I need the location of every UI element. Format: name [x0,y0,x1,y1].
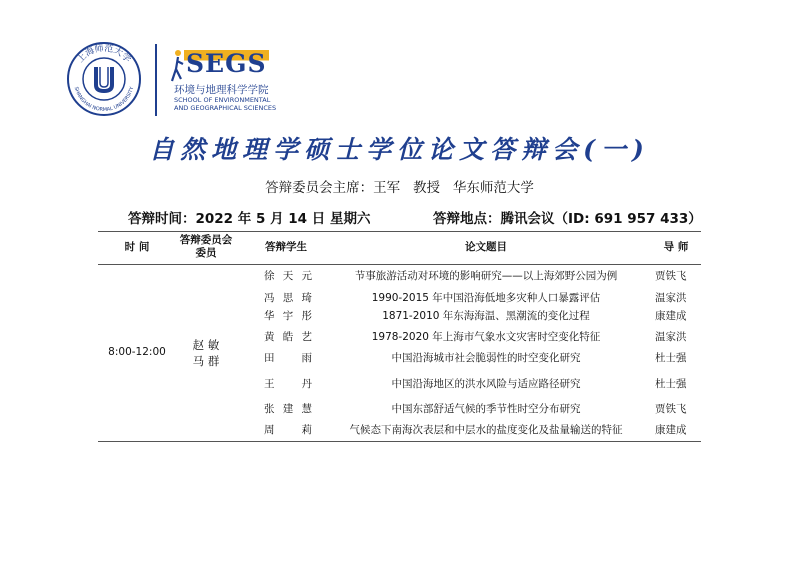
student-name: 田 雨 [264,352,312,364]
table-bottom-rule [98,441,701,442]
table-top-rule [98,231,701,232]
header-student: 答辩学生 [265,241,307,253]
seal-text-bottom: SHANGHAI NORMAL UNIVERSITY [72,86,136,114]
svg-text:上海师范大学 [74,42,134,65]
header-advisor: 导 师 [663,241,689,253]
table-header-rule [98,264,701,265]
school-logo [170,46,290,116]
student-name: 张建慧 [264,403,312,415]
header-committee: 答辩委员会委员 [179,234,233,259]
paper-title: 1871-2010 年东海海温、黑潮流的变化过程 [382,310,590,322]
school-name-cn: 环境与地理科学学院 [174,84,269,96]
student-name: 徐天元 [264,270,312,282]
paper-title: 节事旅游活动对环境的影响研究——以上海郊野公园为例 [354,270,618,282]
student-name: 周 莉 [264,424,312,436]
advisor-name: 杜士强 [655,352,687,364]
student-name: 黄皓艺 [264,331,312,343]
paper-title: 1978-2020 年上海市气象水文灾害时空变化特征 [371,331,601,343]
seal-text-top: 上海师范大学 [75,43,133,65]
committee-members [180,337,232,369]
school-name-en-line2: AND GEOGRAPHICAL SCIENCES [174,104,277,112]
paper-title: 中国沿海地区的洪水风险与适应路径研究 [391,378,581,390]
advisor-name: 杜士强 [655,378,687,390]
advisor-name: 贾铁飞 [655,270,687,282]
advisor-name: 贾铁飞 [655,403,687,415]
defense-location: 答辩地点：腾讯会议（ID: 691 957 433） [433,211,702,227]
header-paper: 论文题目 [465,241,507,253]
paper-title: 气候态下南海次表层和中层水的盐度变化及盐量输送的特征 [349,424,623,436]
header-time: 时 间 [124,241,150,253]
advisor-name: 温家洪 [655,292,687,304]
university-seal-logo [66,41,142,117]
committee-member: 赵 敏 [192,338,220,352]
committee-member: 马 群 [192,354,220,368]
advisor-name: 温家洪 [655,331,687,343]
defense-time: 答辩时间：2022 年 5 月 14 日 星期六 [128,211,371,227]
school-abbr: SEGS [186,49,267,78]
paper-title: 中国沿海城市社会脆弱性的时空变化研究 [391,352,581,364]
school-name-en [174,96,276,112]
advisor-name: 康建成 [655,310,687,322]
school-name-en-line1: SCHOOL OF ENVIRONMENTAL [174,96,271,104]
student-name: 冯思琦 [264,292,312,304]
header-divider [155,44,157,116]
committee-chair-line: 答辩委员会主席：王军 教授 华东师范大学 [265,180,534,196]
paper-title: 中国东部舒适气候的季节性时空分布研究 [391,403,581,415]
session-time: 8:00-12:00 [108,346,166,358]
student-name: 王 丹 [264,378,312,390]
student-name: 华宇彤 [264,310,312,322]
paper-title: 1990-2015 年中国沿海低地多灾种人口暴露评估 [371,292,601,304]
page-title: 自然地理学硕士学位论文答辩会(一) [149,135,650,164]
advisor-name: 康建成 [655,424,687,436]
